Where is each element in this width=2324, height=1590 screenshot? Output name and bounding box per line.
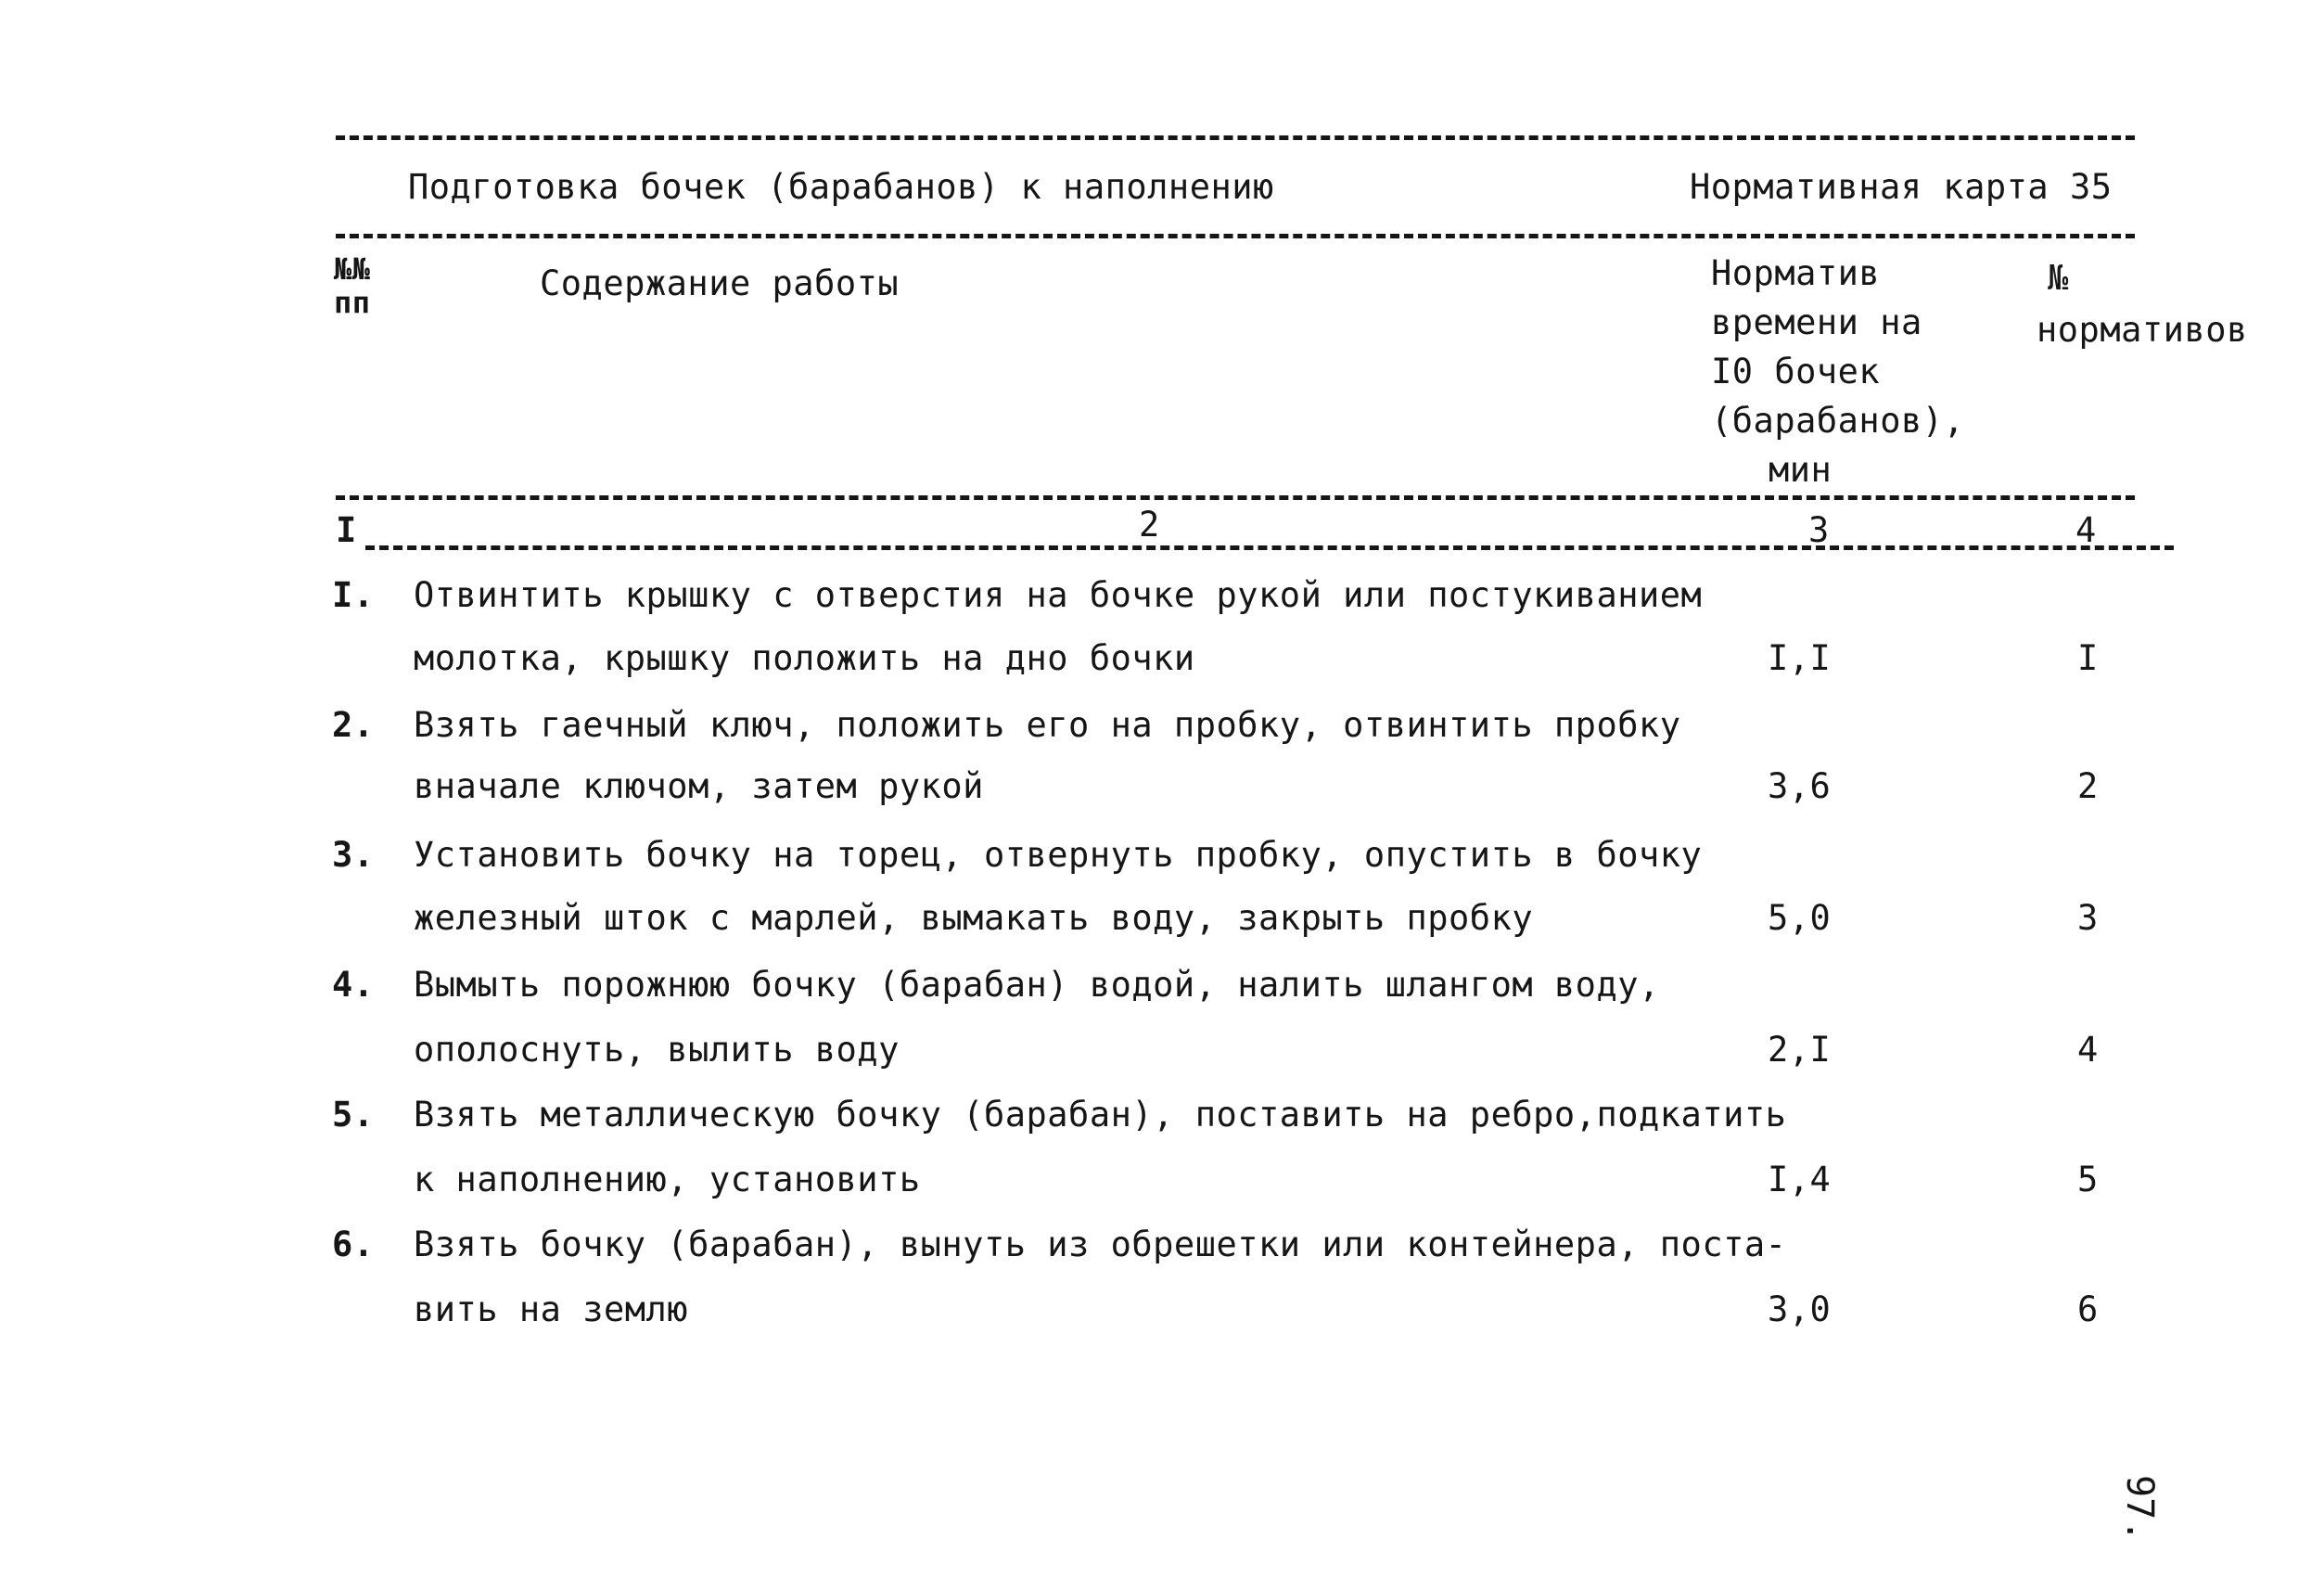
heading-rule [336,495,2135,500]
colnum-2: 2 [1139,505,1160,545]
norm-heading-line: (барабанов), [1711,401,1965,441]
row-time-value: 3,6 [1768,766,1832,806]
row-text-line: Взять металлическую бочку (барабан), поставить на ребро,подкатить [414,1095,1787,1135]
row-text-line: молотка, крышку положить на дно бочки [414,638,1195,678]
row-text-line: Взять бочку (барабан), вынуть из обрешетки или контейнера, поста- [414,1225,1787,1264]
col-heading-norm [1711,249,1964,494]
row-time-value: 3,0 [1768,1289,1832,1329]
row-text-line: Взять гаечный ключ, положить его на пробку, отвинтить пробку [414,705,1681,745]
row-text-line: Вымыть порожнюю бочку (барабан) водой, налить шлангом воду, [414,965,1660,1005]
row-text-line: железный шток с марлей, вымакать воду, закрыть пробку [414,898,1534,938]
row-norm-number: 4 [2077,1030,2099,1070]
row-number: 5. [332,1095,375,1135]
row-text-line: Установить бочку на торец, отвернуть пробку, опустить в бочку [414,835,1703,875]
col-heading-content: Содержание работы [540,263,900,303]
card-number: Нормативная карта 35 [1690,167,2113,207]
row-number: 4. [332,965,375,1005]
norm-heading-line: времени на [1711,302,1922,342]
card-title: Подготовка бочек (барабанов) к наполнению [408,167,1274,207]
row-number: 6. [332,1225,375,1264]
row-text-line: ополоснуть, вылить воду [414,1030,900,1070]
row-norm-number: I [2077,638,2099,678]
row-number: 3. [332,835,375,875]
norm-heading-line: мин [1769,450,1832,490]
norm-heading-line: Норматив [1711,253,1881,293]
colnum-1: I [336,510,357,550]
row-time-value: 2,I [1768,1030,1832,1070]
row-norm-number: 2 [2077,766,2099,806]
norm-heading-line: I0 бочек [1711,352,1881,391]
row-time-value: I,I [1768,638,1832,678]
colnum-3: 3 [1808,510,1830,550]
row-text-line: вить на землю [414,1289,689,1329]
colnum-rule [365,545,2174,550]
row-norm-number: 6 [2077,1289,2099,1329]
col-heading-normnum: № нормативов [2037,258,2248,350]
row-number: I. [332,575,375,615]
top-rule [336,135,2135,140]
row-time-value: 5,0 [1768,898,1832,938]
row-time-value: I,4 [1768,1160,1832,1199]
row-text-line: Отвинтить крышку с отверстия на бочке рукой или постукиванием [414,575,1703,615]
row-norm-number: 3 [2077,898,2099,938]
header-rule [336,234,2135,238]
page-number: 97. [2118,1475,2161,1543]
row-text-line: к наполнению, установить [414,1160,921,1199]
colnum-4: 4 [2075,510,2097,550]
row-number: 2. [332,705,375,745]
col-heading-num: №№ пп [334,251,371,320]
row-norm-number: 5 [2077,1160,2099,1199]
row-text-line: вначале ключом, затем рукой [414,766,984,806]
